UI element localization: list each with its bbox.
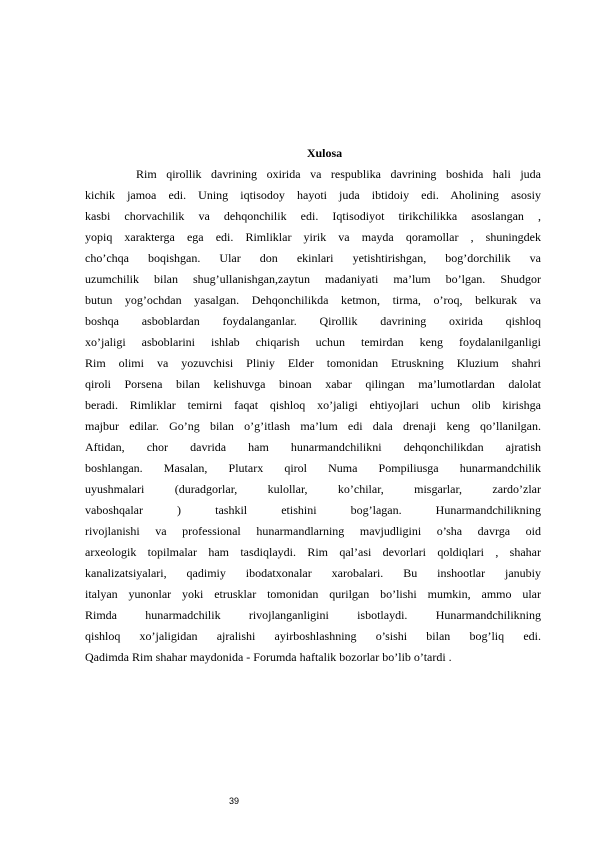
text-line: cho’chqa boqishgan. Ular don ekinlari yetishtirishgan, bog’dorchilik va bbox=[85, 251, 541, 265]
text-line: qishloq xo’jaligidan ajralishi ayirboshlashning o’sishi bilan bog’liq edi. bbox=[85, 629, 541, 643]
text-line: Rim olimi va yozuvchisi Pliniy Elder tomonidan Etruskning Kluzium shahri bbox=[85, 356, 541, 370]
text-line: italyan yunonlar yoki etrusklar tomonidan qurilgan bo’lishi mumkin, ammo ular bbox=[85, 587, 541, 601]
page-number: 39 bbox=[229, 796, 240, 806]
text-line: uyushmalari (duradgorlar, kulollar, ko’chilar, misgarlar, zardo’zlar bbox=[85, 482, 541, 496]
text-line: kichik jamoa edi. Uning iqtisodoy hayoti juda ibtidoiy edi. Aholining asosiy bbox=[85, 188, 541, 202]
body-paragraph bbox=[85, 164, 541, 668]
text-line: rivojlanishi va professional hunarmandlarning mavjudligini o’sha davrga oid bbox=[85, 524, 541, 538]
text-line: majbur edilar. Go’ng bilan o’g’itlash ma’lum edi dala drenaji keng qo’llanilgan. bbox=[85, 419, 541, 433]
text-line: Rim qirollik davrining oxirida va respublika davrining boshida hali juda bbox=[136, 167, 541, 181]
text-line: butun yog’ochdan yasalgan. Dehqonchilikda ketmon, tirma, o’roq, belkurak va bbox=[85, 293, 541, 307]
text-line: Qadimda Rim shahar maydonida - Forumda haftalik bozorlar bo’lib o’tardi . bbox=[85, 650, 452, 664]
text-line: Aftidan, chor davrida ham hunarmandchilikni dehqonchilikdan ajratish bbox=[85, 440, 541, 454]
text-line: boshlangan. Masalan, Plutarx qirol Numa Pompiliusga hunarmandchilik bbox=[85, 461, 541, 475]
text-line: Rimda hunarmadchilik rivojlanganligini isbotlaydi. Hunarmandchilikning bbox=[85, 608, 541, 622]
text-line: vaboshqalar ) tashkil etishini bog’lagan. Hunarmandchilikning bbox=[85, 503, 541, 517]
text-line: kasbi chorvachilik va dehqonchilik edi. Iqtisodiyot tirikchilikka asoslangan , bbox=[85, 209, 541, 223]
text-line: beradi. Rimliklar temirni faqat qishloq xo’jaligi ehtiyojlari uchun olib kirishga bbox=[85, 398, 541, 412]
text-line: kanalizatsiyalari, qadimiy ibodatxonalar xarobalari. Bu inshootlar janubiy bbox=[85, 566, 541, 580]
text-line: qiroli Porsena bilan kelishuvga binoan xabar qilingan ma’lumotlardan dalolat bbox=[85, 377, 541, 391]
text-line: xo’jaligi asboblarini ishlab chiqarish uchun temirdan keng foydalanilganligi bbox=[85, 335, 541, 349]
text-line: uzumchilik bilan shug’ullanishgan,zaytun madaniyati ma’lum bo’lgan. Shudgor bbox=[85, 272, 541, 286]
text-line: boshqa asboblardan foydalanganlar. Qirollik davrining oxirida qishloq bbox=[85, 314, 541, 328]
text-line: arxeologik topilmalar ham tasdiqlaydi. Rim qal’asi devorlari qoldiqlari , shahar bbox=[85, 545, 541, 559]
text-line: yopiq xarakterga ega edi. Rimliklar yirik va mayda qoramollar , shuningdek bbox=[85, 230, 541, 244]
page-title: Xulosa bbox=[306, 146, 343, 160]
